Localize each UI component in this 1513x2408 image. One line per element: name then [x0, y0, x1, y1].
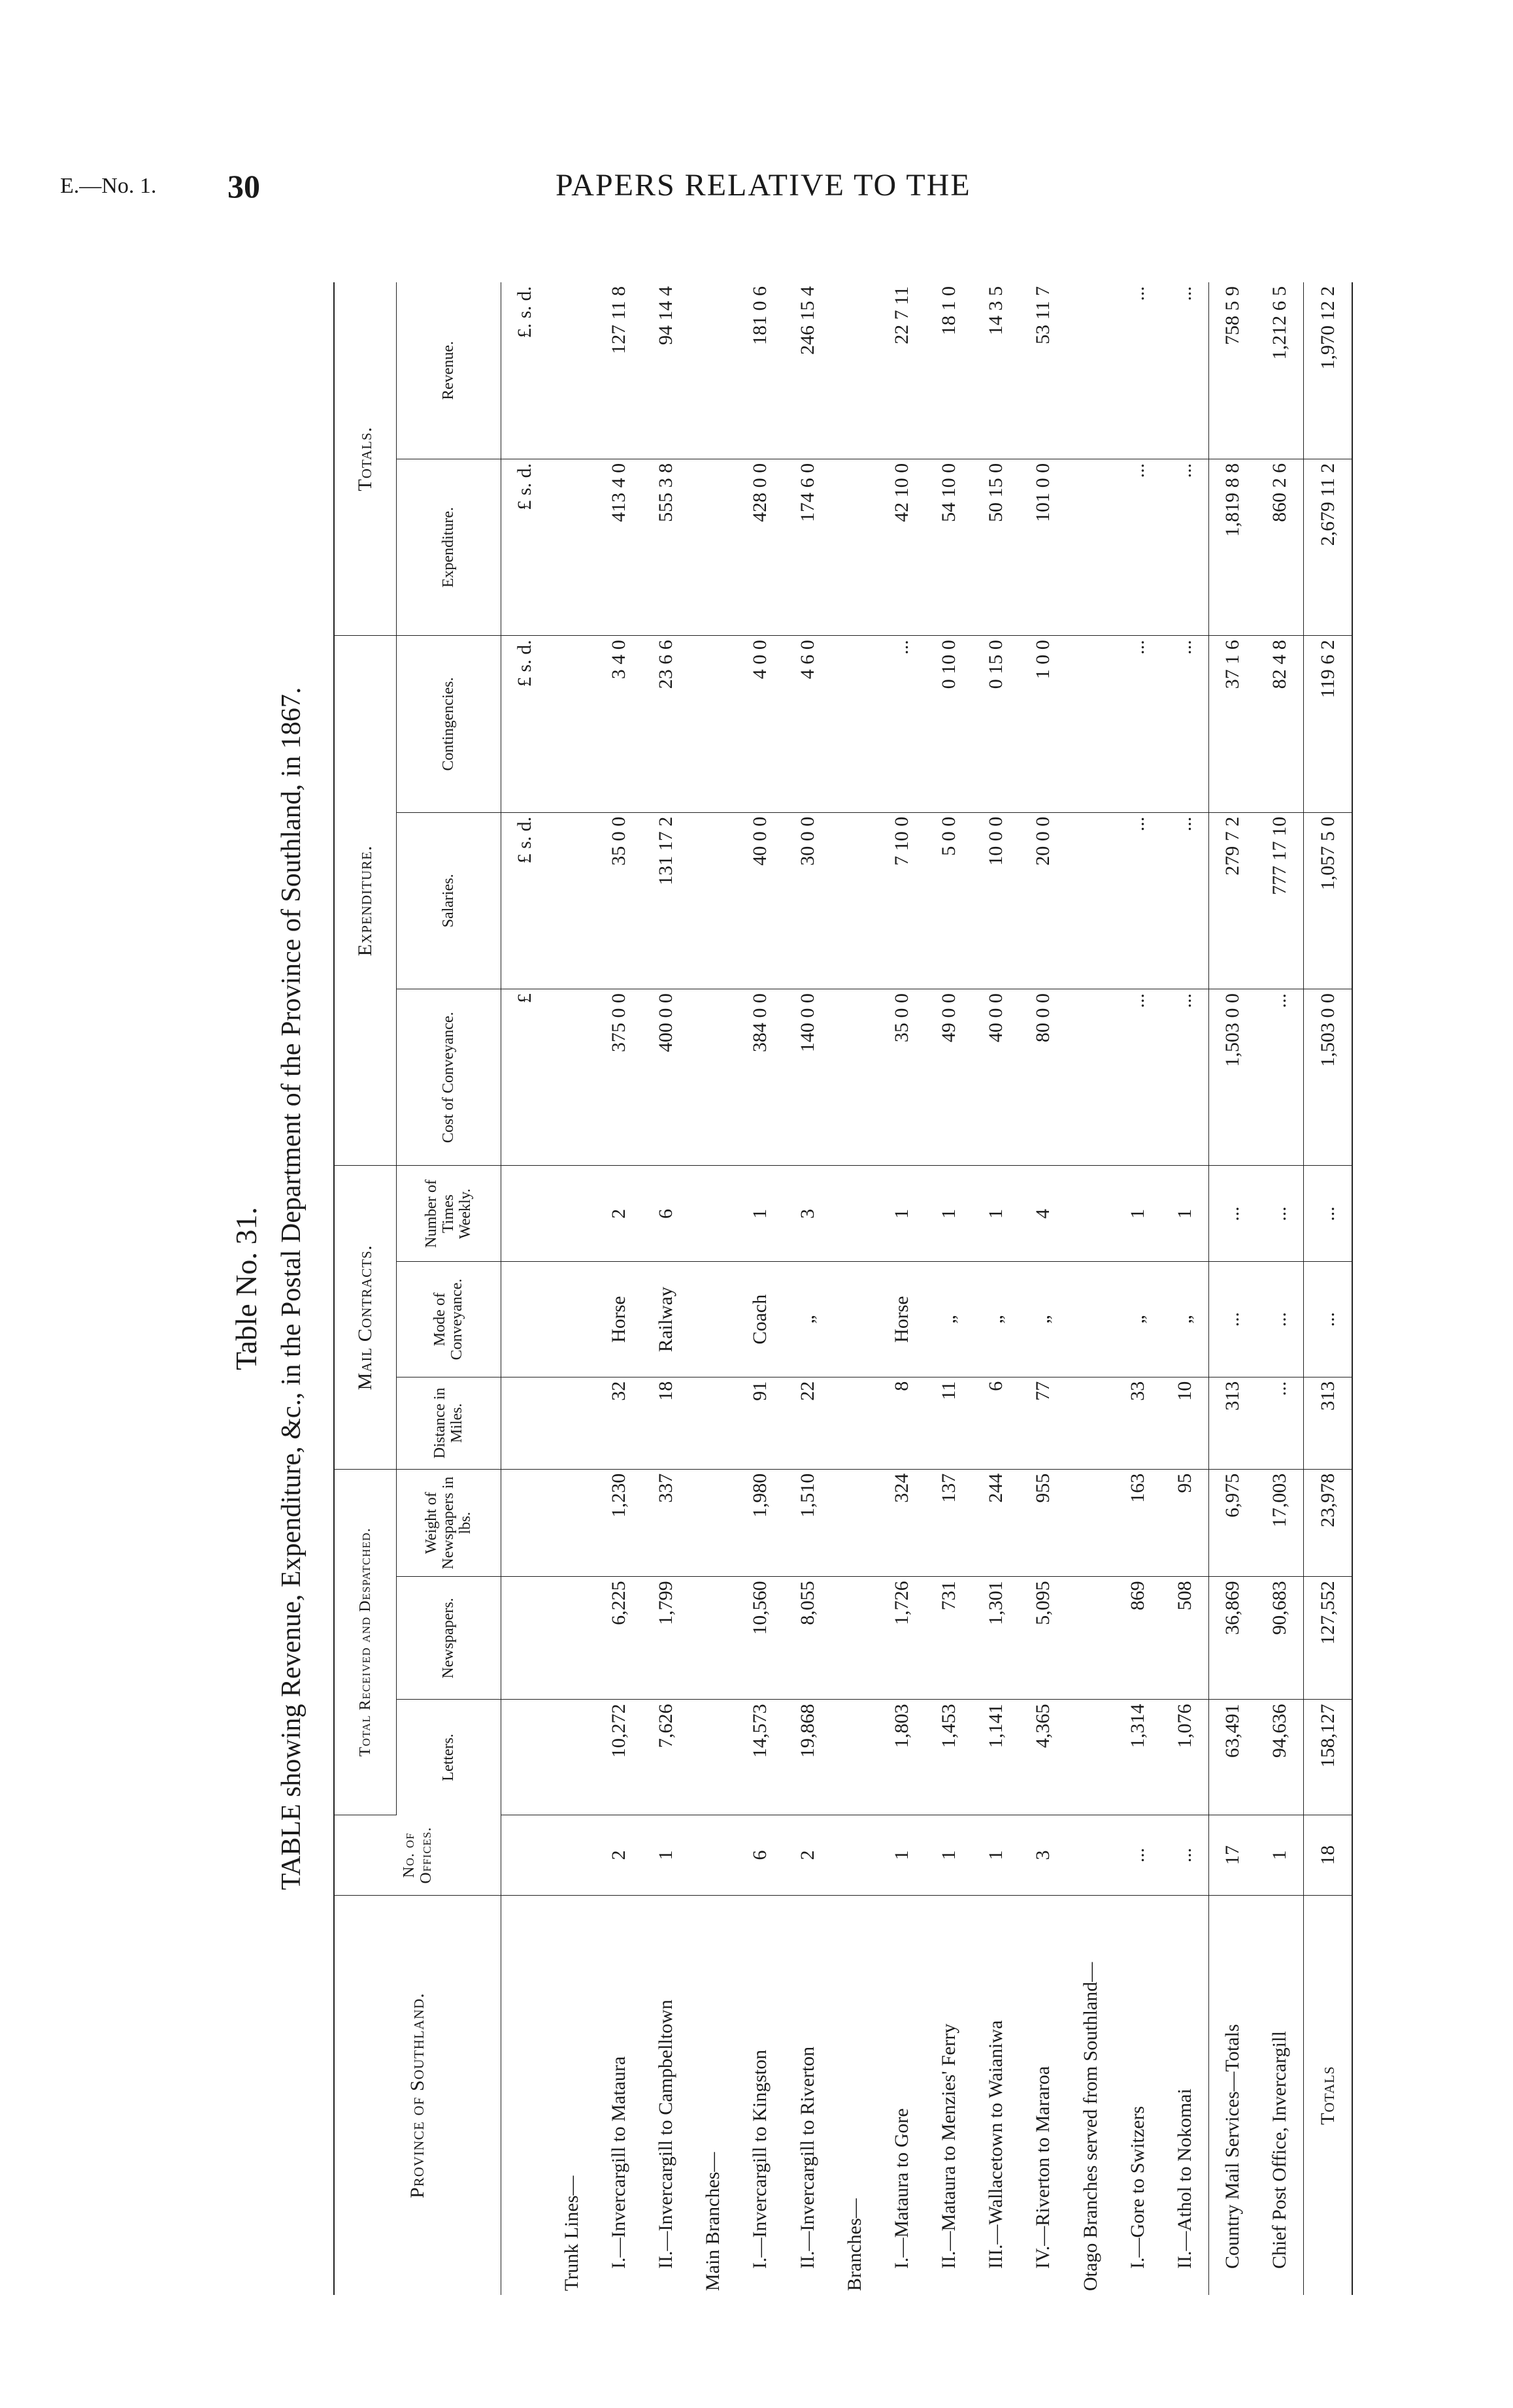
header-expenditure: Expenditure. — [396, 459, 501, 635]
cell-times: 1 — [925, 1166, 973, 1262]
section-label: Trunk Lines— — [560, 2175, 582, 2291]
cell-expenditure: 42 10 0 — [878, 459, 925, 635]
header-total-group: Total Received and Despatched. — [334, 1469, 396, 1815]
cell-newspapers: 6,225 — [595, 1577, 642, 1700]
row-label: I.—Invercargill to Mataura — [607, 2056, 629, 2269]
cell-expenditure — [831, 459, 878, 635]
cell-revenue: 181 0 6 — [737, 282, 784, 459]
cell-cost: 400 0 0 — [642, 989, 690, 1166]
row-label: II.—Invercargill to Campbelltown — [655, 2000, 677, 2269]
cell-expenditure: 860 2 6 — [1256, 459, 1304, 635]
cell-expenditure: 2,679 11 2 — [1304, 459, 1352, 635]
cell-mode: Horse — [878, 1262, 925, 1377]
header-distance: Distance in Miles. — [396, 1377, 501, 1469]
cell-salaries: 7 10 0 — [878, 812, 925, 989]
cell-salaries: 777 17 10 — [1256, 812, 1304, 989]
cell-salaries — [690, 812, 737, 989]
section-row — [831, 282, 878, 2295]
cell-times: 1 — [878, 1166, 925, 1262]
cell-expenditure — [690, 459, 737, 635]
cell-expenditure: 428 0 0 — [737, 459, 784, 635]
header-cost: Cost of Conveyance. — [396, 989, 501, 1166]
cell-cost: 384 0 0 — [737, 989, 784, 1166]
cell-contingencies: 37 1 6 — [1209, 636, 1257, 812]
header-totals-group: Totals. — [334, 282, 396, 636]
header-offices: No. of Offices. — [334, 1815, 501, 1895]
cell-salaries — [831, 812, 878, 989]
table-row — [595, 282, 642, 2295]
cell-times: 3 — [784, 1166, 831, 1262]
table-row — [1161, 282, 1209, 2295]
cell-weight: 163 — [1114, 1469, 1161, 1577]
cell-contingencies: 0 15 0 — [973, 636, 1020, 812]
cell-revenue: 127 11 8 — [595, 282, 642, 459]
cell-salaries: 10 0 0 — [973, 812, 1020, 989]
cell-mode: „ — [1161, 1262, 1209, 1377]
unit-salaries: £ s. d. — [501, 812, 548, 989]
cell-revenue: 1,970 12 2 — [1304, 282, 1352, 459]
cell-letters: 4,365 — [1020, 1700, 1067, 1815]
cell-cost: 80 0 0 — [1020, 989, 1067, 1166]
page-running-title: PAPERS RELATIVE TO THE — [556, 168, 971, 203]
cell-times: ... — [1209, 1166, 1257, 1262]
cell-revenue — [690, 282, 737, 459]
units-row — [501, 282, 548, 2295]
cell-newspapers — [1067, 1577, 1114, 1700]
cell-contingencies: ... — [878, 636, 925, 812]
cell-salaries: 5 0 0 — [925, 812, 973, 989]
cell-times: 4 — [1020, 1166, 1067, 1262]
cell-distance: 8 — [878, 1377, 925, 1469]
cell-distance — [548, 1377, 595, 1469]
postal-table — [333, 282, 1353, 2295]
cell-letters: 7,626 — [642, 1700, 690, 1815]
unit-revenue: £. s. d. — [501, 282, 548, 459]
header-province: Province of Southland. — [334, 1896, 501, 2295]
unit-contingencies: £ s. d. — [501, 636, 548, 812]
cell-salaries — [548, 812, 595, 989]
cell-offices: 1 — [878, 1815, 925, 1895]
cell-revenue: 94 14 4 — [642, 282, 690, 459]
cell-cost: 40 0 0 — [973, 989, 1020, 1166]
cell-salaries: ... — [1161, 812, 1209, 989]
cell-contingencies: 4 6 0 — [784, 636, 831, 812]
cell-distance: 77 — [1020, 1377, 1067, 1469]
table-title: TABLE showing Revenue, Expenditure, &c., in the Postal Department of the Province of Southland, in 1867. — [276, 687, 307, 1890]
cell-salaries — [1067, 812, 1114, 989]
cell-times: 1 — [737, 1166, 784, 1262]
cell-mode — [1067, 1262, 1114, 1377]
cell-newspapers: 90,683 — [1256, 1577, 1304, 1700]
cell-mode: ... — [1256, 1262, 1304, 1377]
row-label: I.—Invercargill to Kingston — [749, 2049, 771, 2269]
cell-weight: 6,975 — [1209, 1469, 1257, 1577]
cell-distance — [1067, 1377, 1114, 1469]
cell-expenditure: 555 3 8 — [642, 459, 690, 635]
cell-distance: 6 — [973, 1377, 1020, 1469]
cell-letters: 158,127 — [1304, 1700, 1352, 1815]
cell-weight — [831, 1469, 878, 1577]
row-label: I.—Gore to Switzers — [1126, 2105, 1148, 2269]
cell-newspapers: 508 — [1161, 1577, 1209, 1700]
cell-revenue: 22 7 11 — [878, 282, 925, 459]
table-row — [1020, 282, 1067, 2295]
cell-times: 1 — [1161, 1166, 1209, 1262]
cell-mode: „ — [925, 1262, 973, 1377]
cell-revenue: 246 15 4 — [784, 282, 831, 459]
cell-newspapers: 869 — [1114, 1577, 1161, 1700]
header-letters: Letters. — [396, 1700, 501, 1815]
cell-newspapers: 36,869 — [1209, 1577, 1257, 1700]
cell-letters — [690, 1700, 737, 1815]
cell-weight: 1,230 — [595, 1469, 642, 1577]
cell-offices: 17 — [1209, 1815, 1257, 1895]
cell-mode: Coach — [737, 1262, 784, 1377]
cell-expenditure: 413 4 0 — [595, 459, 642, 635]
cell-weight: 1,980 — [737, 1469, 784, 1577]
cell-times: 1 — [973, 1166, 1020, 1262]
row-label: II.—Invercargill to Riverton — [796, 2046, 818, 2269]
cell-weight: 244 — [973, 1469, 1020, 1577]
cell-contingencies: 119 6 2 — [1304, 636, 1352, 812]
cell-salaries: ... — [1114, 812, 1161, 989]
cell-times: ... — [1256, 1166, 1304, 1262]
cell-cost: 35 0 0 — [878, 989, 925, 1166]
cell-distance: 313 — [1209, 1377, 1257, 1469]
cell-cost — [1067, 989, 1114, 1166]
cell-salaries: 1,057 5 0 — [1304, 812, 1352, 989]
header-times: Number of Times Weekly. — [396, 1166, 501, 1262]
cell-mode — [548, 1262, 595, 1377]
cell-mode — [831, 1262, 878, 1377]
table-label: Table No. 31. — [229, 1207, 263, 1370]
cell-offices: 1 — [1256, 1815, 1304, 1895]
cell-mode: Horse — [595, 1262, 642, 1377]
cell-offices — [548, 1815, 595, 1895]
cell-revenue: ... — [1161, 282, 1209, 459]
cell-letters: 10,272 — [595, 1700, 642, 1815]
cell-offices — [1067, 1815, 1114, 1895]
header-series: E.—No. 1. — [60, 174, 157, 198]
cell-contingencies: ... — [1114, 636, 1161, 812]
cell-letters: 19,868 — [784, 1700, 831, 1815]
cell-mode: „ — [1114, 1262, 1161, 1377]
cell-distance: 22 — [784, 1377, 831, 1469]
cell-letters: 1,453 — [925, 1700, 973, 1815]
cell-offices: 1 — [642, 1815, 690, 1895]
cell-revenue: 18 1 0 — [925, 282, 973, 459]
row-label: Chief Post Office, Invercargill — [1269, 2031, 1291, 2269]
cell-distance: 32 — [595, 1377, 642, 1469]
cell-contingencies: 82 4 8 — [1256, 636, 1304, 812]
cell-letters: 1,314 — [1114, 1700, 1161, 1815]
cell-salaries: 40 0 0 — [737, 812, 784, 989]
cell-contingencies: 23 6 6 — [642, 636, 690, 812]
cell-letters: 1,803 — [878, 1700, 925, 1815]
unit-cost: £ — [501, 989, 548, 1166]
cell-expenditure: 54 10 0 — [925, 459, 973, 635]
cell-weight: 17,003 — [1256, 1469, 1304, 1577]
cell-letters: 1,141 — [973, 1700, 1020, 1815]
cell-revenue: ... — [1114, 282, 1161, 459]
cell-offices: 6 — [737, 1815, 784, 1895]
cell-cost: ... — [1161, 989, 1209, 1166]
cell-contingencies — [548, 636, 595, 812]
section-row — [1067, 282, 1114, 2295]
cell-mode: „ — [784, 1262, 831, 1377]
cell-letters — [1067, 1700, 1114, 1815]
cell-mode: ... — [1304, 1262, 1352, 1377]
header-revenue: Revenue. — [396, 282, 501, 459]
cell-mode: „ — [1020, 1262, 1067, 1377]
cell-weight: 137 — [925, 1469, 973, 1577]
rotated-table-block — [229, 282, 1457, 2295]
table-row — [737, 282, 784, 2295]
cell-distance: 11 — [925, 1377, 973, 1469]
section-row — [690, 282, 737, 2295]
table-row — [784, 282, 831, 2295]
header-salaries: Salaries. — [396, 812, 501, 989]
cell-contingencies — [690, 636, 737, 812]
cell-contingencies: 1 0 0 — [1020, 636, 1067, 812]
row-label: IV.—Riverton to Mararoa — [1032, 2066, 1054, 2269]
cell-distance: 10 — [1161, 1377, 1209, 1469]
table-row — [1114, 282, 1161, 2295]
cell-contingencies — [831, 636, 878, 812]
cell-mode: Railway — [642, 1262, 690, 1377]
cell-distance — [831, 1377, 878, 1469]
table-row — [1209, 282, 1257, 2295]
table-row — [1256, 282, 1304, 2295]
cell-revenue: 53 11 7 — [1020, 282, 1067, 459]
header-weight: Weight of Newspapers in lbs. — [396, 1469, 501, 1577]
unit-expenditure: £ s. d. — [501, 459, 548, 635]
cell-newspapers — [548, 1577, 595, 1700]
row-label: III.—Wallacetown to Waianiwa — [985, 2020, 1007, 2269]
table-row — [642, 282, 690, 2295]
cell-weight: 23,978 — [1304, 1469, 1352, 1577]
cell-newspapers: 1,726 — [878, 1577, 925, 1700]
cell-letters — [548, 1700, 595, 1815]
cell-contingencies: 4 0 0 — [737, 636, 784, 812]
cell-weight: 955 — [1020, 1469, 1067, 1577]
cell-newspapers: 5,095 — [1020, 1577, 1067, 1700]
cell-offices: 2 — [784, 1815, 831, 1895]
cell-salaries: 20 0 0 — [1020, 812, 1067, 989]
header-mail-group: Mail Contracts. — [334, 1166, 396, 1469]
cell-cost — [831, 989, 878, 1166]
cell-newspapers: 8,055 — [784, 1577, 831, 1700]
cell-expenditure: ... — [1114, 459, 1161, 635]
cell-times — [1067, 1166, 1114, 1262]
cell-expenditure: ... — [1161, 459, 1209, 635]
cell-mode: „ — [973, 1262, 1020, 1377]
header-mode: Mode of Conveyance. — [396, 1262, 501, 1377]
cell-revenue — [831, 282, 878, 459]
cell-cost — [548, 989, 595, 1166]
cell-expenditure: 101 0 0 — [1020, 459, 1067, 635]
cell-offices: ... — [1114, 1815, 1161, 1895]
row-label: II.—Mataura to Menzies' Ferry — [938, 2023, 960, 2269]
cell-expenditure — [548, 459, 595, 635]
cell-weight: 337 — [642, 1469, 690, 1577]
cell-letters — [831, 1700, 878, 1815]
cell-times — [690, 1166, 737, 1262]
cell-offices: 2 — [595, 1815, 642, 1895]
cell-distance — [690, 1377, 737, 1469]
cell-cost: 1,503 0 0 — [1304, 989, 1352, 1166]
row-label: Country Mail Services—Totals — [1209, 1896, 1257, 2295]
section-label: Main Branches— — [702, 2152, 724, 2291]
cell-distance: 33 — [1114, 1377, 1161, 1469]
cell-newspapers — [690, 1577, 737, 1700]
cell-newspapers: 127,552 — [1304, 1577, 1352, 1700]
cell-distance: ... — [1256, 1377, 1304, 1469]
cell-offices — [690, 1815, 737, 1895]
cell-revenue: 14 3 5 — [973, 282, 1020, 459]
cell-offices: 1 — [973, 1815, 1020, 1895]
cell-expenditure: 1,819 8 8 — [1209, 459, 1257, 635]
cell-times — [548, 1166, 595, 1262]
page-number: 30 — [227, 168, 260, 205]
cell-cost: 1,503 0 0 — [1209, 989, 1257, 1166]
cell-cost: ... — [1114, 989, 1161, 1166]
cell-weight: 1,510 — [784, 1469, 831, 1577]
cell-newspapers: 1,301 — [973, 1577, 1020, 1700]
cell-revenue: 758 5 9 — [1209, 282, 1257, 459]
table-body — [501, 282, 1352, 2295]
table-row — [973, 282, 1020, 2295]
header-contingencies: Contingencies. — [396, 636, 501, 812]
cell-revenue — [548, 282, 595, 459]
cell-letters: 14,573 — [737, 1700, 784, 1815]
cell-contingencies — [1067, 636, 1114, 812]
cell-newspapers: 10,560 — [737, 1577, 784, 1700]
cell-cost — [690, 989, 737, 1166]
cell-distance: 91 — [737, 1377, 784, 1469]
cell-contingencies: 0 10 0 — [925, 636, 973, 812]
cell-newspapers: 731 — [925, 1577, 973, 1700]
cell-salaries: 131 17 2 — [642, 812, 690, 989]
cell-newspapers: 1,799 — [642, 1577, 690, 1700]
cell-times — [831, 1166, 878, 1262]
cell-weight — [1067, 1469, 1114, 1577]
cell-mode — [690, 1262, 737, 1377]
cell-weight — [548, 1469, 595, 1577]
cell-expenditure: 50 15 0 — [973, 459, 1020, 635]
totals-row — [1304, 282, 1352, 2295]
section-label: Branches— — [843, 2198, 865, 2291]
cell-letters: 63,491 — [1209, 1700, 1257, 1815]
cell-cost: ... — [1256, 989, 1304, 1166]
row-label: I.—Mataura to Gore — [890, 2108, 912, 2269]
cell-offices: 18 — [1304, 1815, 1352, 1895]
cell-expenditure — [1067, 459, 1114, 635]
cell-cost: 140 0 0 — [784, 989, 831, 1166]
cell-offices: 3 — [1020, 1815, 1067, 1895]
table-row — [878, 282, 925, 2295]
cell-distance: 313 — [1304, 1377, 1352, 1469]
cell-weight — [690, 1469, 737, 1577]
cell-letters: 94,636 — [1256, 1700, 1304, 1815]
header-exp-group: Expenditure. — [334, 636, 396, 1166]
cell-cost: 49 0 0 — [925, 989, 973, 1166]
cell-salaries: 279 7 2 — [1209, 812, 1257, 989]
cell-weight: 324 — [878, 1469, 925, 1577]
section-label: Otago Branches served from Southland— — [1079, 1962, 1101, 2291]
cell-cost: 375 0 0 — [595, 989, 642, 1166]
cell-salaries: 30 0 0 — [784, 812, 831, 989]
cell-offices — [831, 1815, 878, 1895]
cell-revenue: 1,212 6 5 — [1256, 282, 1304, 459]
cell-offices: 1 — [925, 1815, 973, 1895]
section-row — [548, 282, 595, 2295]
cell-distance: 18 — [642, 1377, 690, 1469]
cell-contingencies: ... — [1161, 636, 1209, 812]
cell-offices: ... — [1161, 1815, 1209, 1895]
cell-revenue — [1067, 282, 1114, 459]
row-label: II.—Athol to Nokomai — [1173, 2088, 1195, 2269]
cell-mode: ... — [1209, 1262, 1257, 1377]
row-label: Totals — [1304, 1896, 1352, 2295]
table-row — [925, 282, 973, 2295]
header-newspapers: Newspapers. — [396, 1577, 501, 1700]
cell-newspapers — [831, 1577, 878, 1700]
cell-expenditure: 174 6 0 — [784, 459, 831, 635]
cell-times: 6 — [642, 1166, 690, 1262]
cell-times: 1 — [1114, 1166, 1161, 1262]
cell-letters: 1,076 — [1161, 1700, 1209, 1815]
cell-weight: 95 — [1161, 1469, 1209, 1577]
cell-times: 2 — [595, 1166, 642, 1262]
cell-contingencies: 3 4 0 — [595, 636, 642, 812]
cell-salaries: 35 0 0 — [595, 812, 642, 989]
cell-times: ... — [1304, 1166, 1352, 1262]
